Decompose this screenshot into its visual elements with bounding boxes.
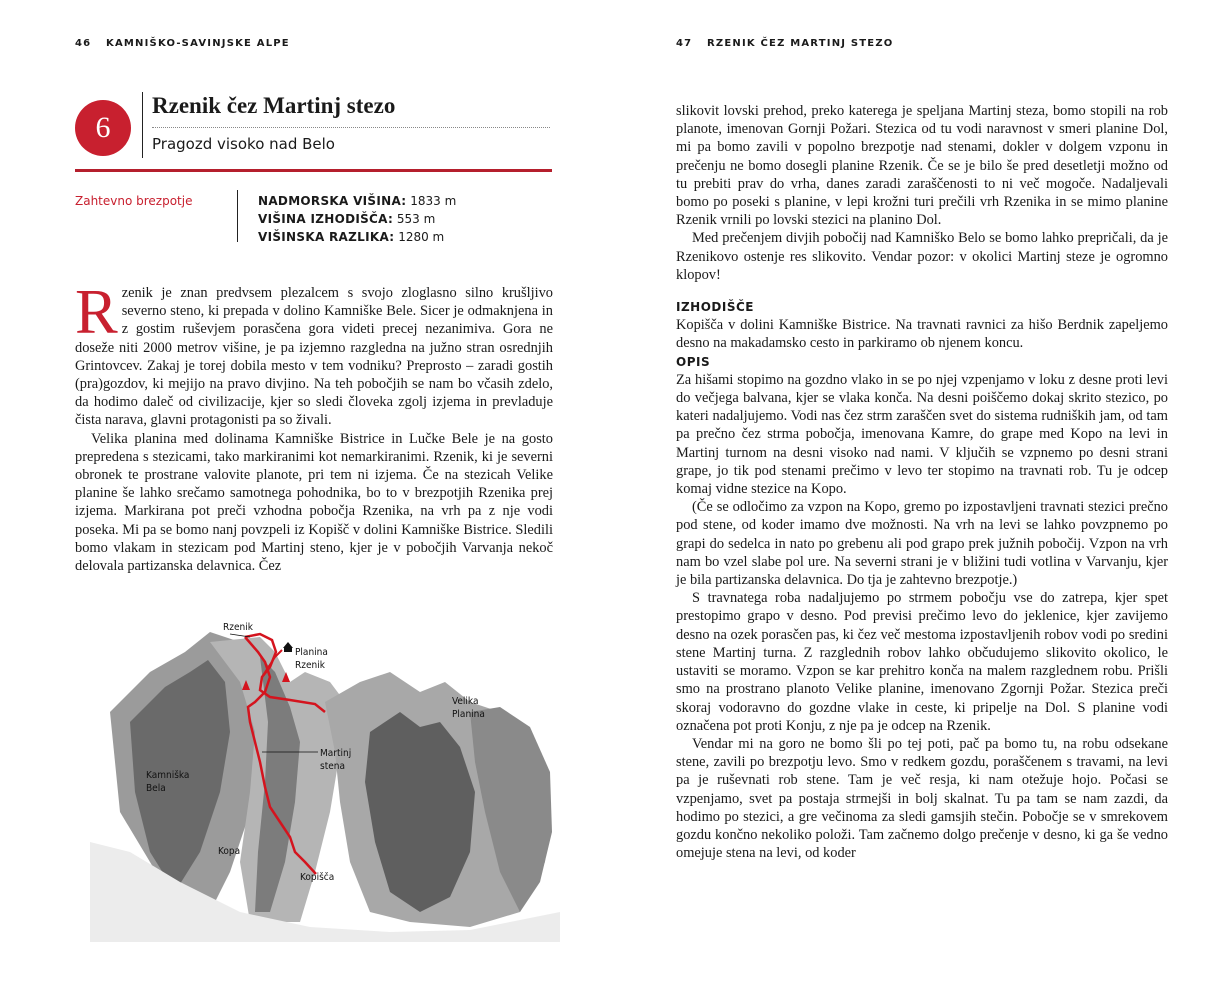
info-label: NADMORSKA VIŠINA: (258, 194, 407, 208)
running-title: KAMNIŠKO-SAVINJSKE ALPE (106, 38, 290, 49)
hut-icon-base (284, 648, 292, 652)
label-planina-rzenik: Planina (295, 647, 328, 658)
label-velika-planina: Velika (452, 696, 479, 707)
paragraph (75, 276, 553, 430)
right-page (614, 0, 1228, 992)
paragraph: Med prečenjem divjih pobočij nad Kamniško Belo se bomo lahko prepričali, da je Rzenikovo ostenje res slikovito. Vendar pozor: v okolici Martinj steze je ogromno klopov! (676, 230, 1168, 283)
label-kamniska-bela-2: Bela (146, 783, 166, 794)
info-value: 553 m (396, 212, 436, 226)
paragraph: S travnatega roba nadaljujemo po strmem pobočju vse do zatrepa, kjer spet prestopimo grapo v desno. Pod previsi prečimo levo do jeklenice, kjer zavijemo desno na ozek porasčen pas, ki čez več mestoma izpostavljenih robov vodi po sredini stene Martinj turna. Z razglednih robov lahko občudujemo slikovito okolico, le ustaviti se moramo. Vzpon se kar prehitro konča na malem razglednem robu. Prišli smo na prostrano planoto Velike planine, imenovano Zgornji Požar. Stezica preči skoraj vodoravno do gozdne vlake in ceste, ki pripelje na Dol. S planine vodi označena pot proti Konju, z nje pa je odcep na Rzenik. (676, 590, 1168, 734)
info-start-altitude (258, 212, 435, 226)
label-kopisca: Kopišča (300, 872, 335, 883)
header-red-rule (75, 169, 552, 172)
running-head-right (676, 38, 893, 49)
difficulty-label: Zahtevno brezpotje (75, 194, 193, 208)
info-value: 1833 m (410, 194, 457, 208)
info-altitude (258, 194, 456, 208)
heading-start: IZHODIŠČE (676, 300, 754, 315)
paragraph: Vendar mi na goro ne bomo šli po tej poti, pač pa bomo tu, na robu odsekane stene, zavili po brezpotju levo. Smo v redkem gozdu, poraščenem s travami, na levi pa je ruševnati rob stene. Tam je več resja, ki nam otežuje hojo. Počasi se vzpenjamo, svet pa postaja strmejši in bolj skalnat. Tu pa tam se nam zazdi, da hodimo po stezici, a gre večinoma za sledi gamsjih stečin. Pobočje se v smrekovem gozdu končno nekoliko položi. Tam začnemo dolgo prečenje v desno, ki ga še vedno omejuje stena na levi, od koder (676, 735, 1168, 862)
paragraph: (Če se odločimo za vzpon na Kopo, gremo po izpostavljeni travnati stezici prečno pod stene, od koder imamo dve možnosti. Na vrh na levi se lahko povzpnemo po grapi do sedelca in nato po grebenu ali pod grapo prek južnih pobočij. Vzpon na vrh nam bo vzel slabe pol ure. Na severni strani je v bližini tudi votlina v Varvanju, kjer je bila partizanska delavnica. Do tja je zahtevno brezpotje.) (676, 499, 1168, 589)
running-head-left (75, 38, 290, 49)
right-body-text (676, 102, 1168, 862)
route-map-illustration (90, 612, 560, 942)
hut-icon (283, 642, 293, 648)
page-number: 47 (676, 38, 693, 49)
heading-description: OPIS (676, 354, 711, 369)
chapter-subtitle: Pragozd visoko nad Belo (152, 135, 335, 153)
label-kopa: Kopa (218, 846, 241, 857)
info-value: 1280 m (398, 230, 445, 244)
page-number: 46 (75, 38, 92, 49)
info-label: VIŠINSKA RAZLIKA: (258, 230, 395, 244)
left-body-text (75, 276, 553, 575)
drop-cap: R (75, 276, 118, 347)
paragraph: Za hišami stopimo na gozdno vlako in se po njej vzpenjamo v loku z desne proti levi do večjega balvana, kjer se vlaka konča. Na desni poiščemo dokaj skrito stezico, po kateri nadaljujemo. Vodi nas čez strm zaraščen svet do sistema rudniških jam, od tam pa prečno čez strma pobočja, imenovana Kamre, do grape med Kopo na levi in Martinj turnom na desni visoko nad nami. V ključih se vzpnemo po desni strani grape, jo tik pod stenami prečimo v levo ter stopimo na travnati rob. Tu je odcep komaj vidne stezice na Kopo. (676, 371, 1168, 498)
paragraph: Kopišča v dolini Kamniške Bistrice. Na travnati ravnici za hišo Berdnik zapeljemo desno na makadamsko cesto in parkiramo ob njenem koncu. (676, 317, 1168, 352)
title-dotted-rule (152, 127, 550, 128)
chapter-title: Rzenik čez Martinj stezo (152, 93, 396, 118)
paragraph-text: zenik je znan predvsem plezalcem s svojo zloglasno silno krušljivo severno steno, ki prepada v dolino Kamniške Bele. Sicer je odmaknjena in z gostim ruševjem porasčena gora videti precej nezanimiva. Gora ne doseže niti 2000 metrov višine, je pa izjemno razgledna na južno stran osrednjih Grintovcev. Zakaj je torej dobila mesto v tem vodniku? Preprosto – zaradi gostih (pra)gozdov, ki mejijo na pravo divjino. Na teh pobočjih se nam bo včasih zdelo, da hodimo daleč od civilizacije, kjer so sledi človeka zgolj izjema in prevladuje čista narava, glavni protagonisti pa so živali. (75, 285, 553, 429)
paragraph: slikovit lovski prehod, preko katerega je speljana Martinj steza, bomo stopili na rob planote, imenovan Gornji Požari. Stezica od tu vodi naravnost v smeri planine Dol, mi pa bomo zavili v popolno brezpotje nad stenami, dokler v dolgem vzponu in prečenju ne bomo dosegli planine Rzenik. Če se je bilo še pred desetletji možno od tu prebiti prav do vrha, danes zaradi zaraščenosti to ni več mogoče. Nadaljevali bomo po poseki s planine, v lepi krožni turi prečili vrh Rzenika in se mimo planine Rzenik vrnili po lovski stezici na planino Dol. (676, 103, 1168, 229)
label-planina-rzenik-2: Rzenik (295, 660, 325, 671)
running-title: RZENIK ČEZ MARTINJ STEZO (707, 38, 894, 49)
label-martinj-stena-2: stena (320, 761, 345, 772)
label-kamniska-bela: Kamniška (146, 770, 190, 781)
info-divider (237, 190, 238, 242)
label-velika-planina-2: Planina (452, 709, 485, 720)
info-label: VIŠINA IZHODIŠČA: (258, 212, 394, 226)
label-martinj-stena: Martinj (320, 748, 352, 759)
label-rzenik: Rzenik (223, 622, 253, 633)
paragraph: Velika planina med dolinama Kamniške Bistrice in Lučke Bele je na gosto prepredena s stezicami, tako markiranimi kot nemarkiranimi. Rzenik, ki je severni obronek te prostrane valovite planote, pri tem ni izjema. Če na stezicah Velike planine še lahko srečamo samotnega pohodnika, bo to v brezpotjih Rzenika prej izjema. Markirana pot preči vzhodna pobočja Rzenika, na vrh pa z nje vodi poseka. Mi pa se bomo nanj povzpeli iz Kopišč v dolini Kamniške Bistrice. Sledili bomo vlakam in stezicam pod Martinj steno, kjer je v pobočjih Varvanja nekoč delovala partizanska delavnica. Čez (75, 430, 553, 575)
chapter-number-badge: 6 (75, 100, 131, 156)
info-elevation-gain (258, 230, 444, 244)
title-divider (142, 92, 143, 158)
route-map-svg (90, 612, 560, 942)
